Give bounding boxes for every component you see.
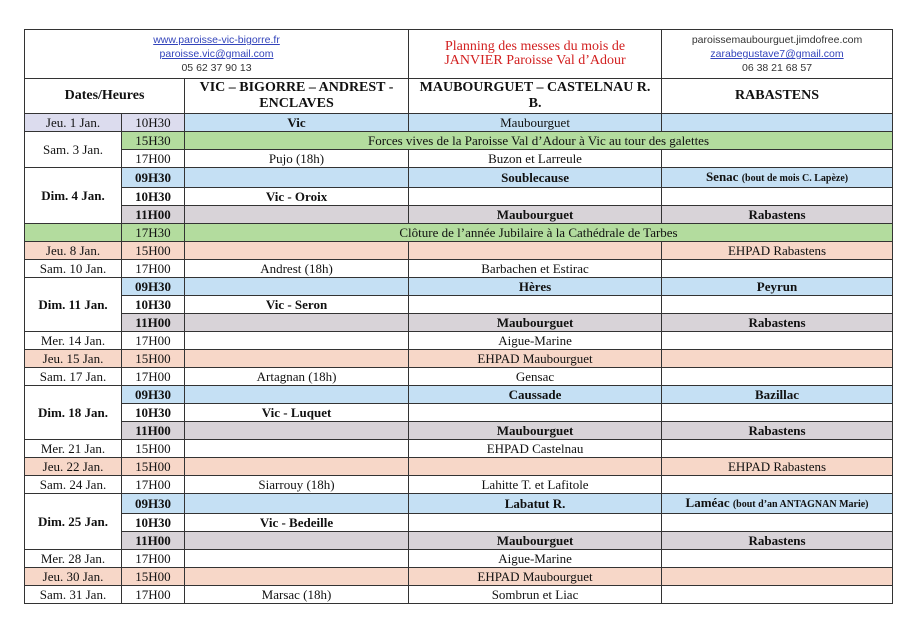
schedule-sheet <box>24 29 892 604</box>
table-row <box>25 224 893 242</box>
event-cell: Clôture de l’année Jubilaire à la Cathédrale de Tarbes <box>185 224 893 242</box>
date-cell <box>25 224 122 242</box>
time-cell: 10H30 <box>122 114 185 132</box>
website-link-vic[interactable]: www.paroisse-vic-bigorre.fr <box>153 34 280 46</box>
vic-cell <box>185 494 409 514</box>
rabastens-cell: Rabastens <box>662 532 893 550</box>
table-row <box>25 494 893 514</box>
table-row <box>25 168 893 188</box>
maubourguet-cell: Barbachen et Estirac <box>409 260 662 278</box>
time-cell: 11H00 <box>122 206 185 224</box>
table-row <box>25 350 893 368</box>
time-cell: 09H30 <box>122 168 185 188</box>
vic-cell: Marsac (18h) <box>185 586 409 604</box>
date-cell: Sam. 17 Jan. <box>25 368 122 386</box>
date-cell: Jeu. 30 Jan. <box>25 568 122 586</box>
date-cell: Dim. 11 Jan. <box>25 278 122 332</box>
time-cell: 17H00 <box>122 150 185 168</box>
vic-cell <box>185 314 409 332</box>
date-cell: Sam. 10 Jan. <box>25 260 122 278</box>
maubourguet-cell: EHPAD Maubourguet <box>409 568 662 586</box>
table-row <box>25 368 893 386</box>
vic-cell: Pujo (18h) <box>185 150 409 168</box>
rabastens-cell <box>662 404 893 422</box>
table-row <box>25 260 893 278</box>
table-row <box>25 586 893 604</box>
date-cell: Sam. 3 Jan. <box>25 132 122 168</box>
vic-cell: Vic - Oroix <box>185 188 409 206</box>
table-row <box>25 278 893 296</box>
maubourguet-cell: EHPAD Maubourguet <box>409 350 662 368</box>
maubourguet-cell: Maubourguet <box>409 532 662 550</box>
time-cell: 11H00 <box>122 532 185 550</box>
maubourguet-cell <box>409 458 662 476</box>
vic-cell <box>185 568 409 586</box>
rabastens-cell <box>662 296 893 314</box>
table-row <box>25 532 893 550</box>
maubourguet-cell: Buzon et Larreule <box>409 150 662 168</box>
vic-cell: Artagnan (18h) <box>185 368 409 386</box>
maubourguet-cell: Sombrun et Liac <box>409 586 662 604</box>
maubourguet-cell: Hères <box>409 278 662 296</box>
vic-cell: Vic - Bedeille <box>185 514 409 532</box>
table-row <box>25 568 893 586</box>
rabastens-cell <box>662 568 893 586</box>
maubourguet-cell: Lahitte T. et Lafitole <box>409 476 662 494</box>
maubourguet-cell: Gensac <box>409 368 662 386</box>
vic-cell <box>185 332 409 350</box>
date-cell: Jeu. 1 Jan. <box>25 114 122 132</box>
maubourguet-cell: Maubourguet <box>409 206 662 224</box>
table-row <box>25 458 893 476</box>
header-row <box>25 30 893 79</box>
table-row <box>25 296 893 314</box>
table-row <box>25 386 893 404</box>
rabastens-cell <box>662 586 893 604</box>
rabastens-place: Laméac <box>685 495 730 510</box>
vic-cell <box>185 242 409 260</box>
time-cell: 17H00 <box>122 260 185 278</box>
time-cell: 15H00 <box>122 458 185 476</box>
table-row <box>25 476 893 494</box>
time-cell: 17H00 <box>122 332 185 350</box>
maubourguet-cell <box>409 404 662 422</box>
vic-cell: Vic - Seron <box>185 296 409 314</box>
maubourguet-cell <box>409 188 662 206</box>
page-title <box>409 30 662 79</box>
date-cell: Mer. 21 Jan. <box>25 440 122 458</box>
rabastens-cell <box>662 350 893 368</box>
date-cell: Mer. 28 Jan. <box>25 550 122 568</box>
rabastens-cell <box>662 114 893 132</box>
rabastens-cell: Rabastens <box>662 206 893 224</box>
time-cell: 09H30 <box>122 494 185 514</box>
date-cell: Dim. 25 Jan. <box>25 494 122 550</box>
table-row <box>25 132 893 150</box>
table-row <box>25 422 893 440</box>
vic-cell <box>185 440 409 458</box>
rabastens-cell: EHPAD Rabastens <box>662 458 893 476</box>
time-cell: 09H30 <box>122 278 185 296</box>
table-row <box>25 242 893 260</box>
vic-cell <box>185 458 409 476</box>
table-row <box>25 114 893 132</box>
time-cell: 17H00 <box>122 550 185 568</box>
col-header-maubourguet: MAUBOURGUET – CASTELNAU R. B. <box>409 79 662 114</box>
maubourguet-cell: Labatut R. <box>409 494 662 514</box>
rabastens-note: (bout de mois C. Lapèze) <box>741 173 849 184</box>
title-line-2: JANVIER Paroisse Val d’Adour <box>444 53 626 68</box>
date-cell: Dim. 18 Jan. <box>25 386 122 440</box>
vic-cell <box>185 350 409 368</box>
rabastens-cell <box>662 260 893 278</box>
vic-cell: Andrest (18h) <box>185 260 409 278</box>
rabastens-cell: Peyrun <box>662 278 893 296</box>
left-contact <box>25 30 409 79</box>
time-cell: 15H00 <box>122 568 185 586</box>
date-cell: Jeu. 8 Jan. <box>25 242 122 260</box>
table-row <box>25 314 893 332</box>
maubourguet-cell: Soublecause <box>409 168 662 188</box>
vic-cell: Vic <box>185 114 409 132</box>
rabastens-cell: Bazillac <box>662 386 893 404</box>
maubourguet-cell: Maubourguet <box>409 314 662 332</box>
time-cell: 17H30 <box>122 224 185 242</box>
rabastens-cell <box>662 150 893 168</box>
maubourguet-cell: Aigue-Marine <box>409 332 662 350</box>
maubourguet-cell: Maubourguet <box>409 422 662 440</box>
rabastens-cell <box>662 494 893 514</box>
maubourguet-cell <box>409 514 662 532</box>
table-row <box>25 332 893 350</box>
time-cell: 10H30 <box>122 296 185 314</box>
title-line-1: Planning des messes du mois de <box>445 39 626 54</box>
vic-cell: Vic - Luquet <box>185 404 409 422</box>
rabastens-cell <box>662 332 893 350</box>
rabastens-cell <box>662 514 893 532</box>
maubourguet-cell: Maubourguet <box>409 114 662 132</box>
maubourguet-cell: Aigue-Marine <box>409 550 662 568</box>
rabastens-cell <box>662 368 893 386</box>
table-row <box>25 440 893 458</box>
rabastens-cell <box>662 440 893 458</box>
phone-maubourguet: 06 38 21 68 57 <box>741 62 813 74</box>
vic-cell <box>185 422 409 440</box>
date-cell: Jeu. 15 Jan. <box>25 350 122 368</box>
table-row <box>25 514 893 532</box>
right-contact <box>662 30 893 79</box>
event-cell: Forces vives de la Paroisse Val d’Adour à Vic au tour des galettes <box>185 132 893 150</box>
date-cell: Sam. 31 Jan. <box>25 586 122 604</box>
phone-vic: 05 62 37 90 13 <box>181 62 252 74</box>
time-cell: 10H30 <box>122 188 185 206</box>
vic-cell: Siarrouy (18h) <box>185 476 409 494</box>
vic-cell <box>185 386 409 404</box>
rabastens-place: Senac <box>705 169 739 184</box>
time-cell: 11H00 <box>122 314 185 332</box>
time-cell: 17H00 <box>122 586 185 604</box>
rabastens-cell: Rabastens <box>662 422 893 440</box>
table-row <box>25 404 893 422</box>
col-header-dates: Dates/Heures <box>25 79 185 114</box>
column-header-row <box>25 79 893 114</box>
maubourguet-cell <box>409 242 662 260</box>
table-row <box>25 150 893 168</box>
website-maubourguet[interactable]: paroissemaubourguet.jimdofree.com <box>691 34 863 46</box>
maubourguet-cell <box>409 296 662 314</box>
vic-cell <box>185 278 409 296</box>
col-header-rabastens: RABASTENS <box>662 79 893 114</box>
mass-schedule-table <box>24 29 893 604</box>
time-cell: 09H30 <box>122 386 185 404</box>
col-header-vic: VIC – BIGORRE – ANDREST - ENCLAVES <box>185 79 409 114</box>
vic-cell <box>185 550 409 568</box>
rabastens-cell: Rabastens <box>662 314 893 332</box>
time-cell: 11H00 <box>122 422 185 440</box>
time-cell: 10H30 <box>122 514 185 532</box>
date-cell: Jeu. 22 Jan. <box>25 458 122 476</box>
date-cell: Dim. 4 Jan. <box>25 168 122 224</box>
vic-cell <box>185 168 409 188</box>
rabastens-cell <box>662 550 893 568</box>
rabastens-cell <box>662 476 893 494</box>
time-cell: 15H00 <box>122 350 185 368</box>
time-cell: 15H00 <box>122 440 185 458</box>
maubourguet-cell: Caussade <box>409 386 662 404</box>
time-cell: 17H00 <box>122 476 185 494</box>
rabastens-note: (bout d’an ANTAGNAN Marie) <box>732 499 869 510</box>
vic-cell <box>185 206 409 224</box>
vic-cell <box>185 532 409 550</box>
rabastens-cell <box>662 168 893 188</box>
email-link-vic[interactable]: paroisse.vic@gmail.com <box>159 48 274 60</box>
table-row <box>25 206 893 224</box>
time-cell: 15H30 <box>122 132 185 150</box>
table-row <box>25 550 893 568</box>
date-cell: Mer. 14 Jan. <box>25 332 122 350</box>
table-row <box>25 188 893 206</box>
time-cell: 17H00 <box>122 368 185 386</box>
email-link-maubourguet[interactable]: zarabegustave7@gmail.com <box>710 48 844 60</box>
time-cell: 10H30 <box>122 404 185 422</box>
date-cell: Sam. 24 Jan. <box>25 476 122 494</box>
time-cell: 15H00 <box>122 242 185 260</box>
maubourguet-cell: EHPAD Castelnau <box>409 440 662 458</box>
rabastens-cell: EHPAD Rabastens <box>662 242 893 260</box>
rabastens-cell <box>662 188 893 206</box>
